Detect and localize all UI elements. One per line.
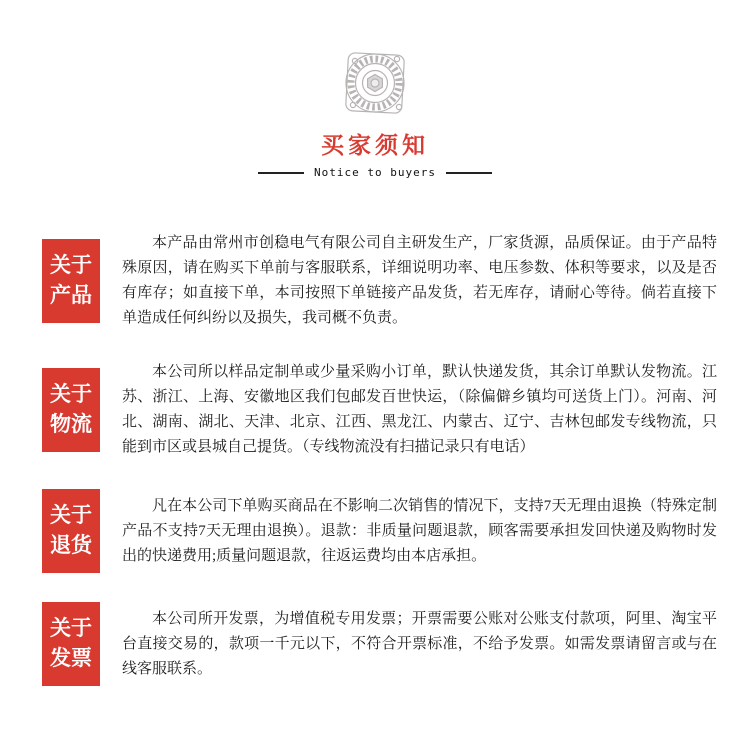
section-text-product: 本产品由常州市创稳电气有限公司自主研发生产，厂家货源，品质保证。由于产品特殊原因，请在购买下单前与客服联系，详细说明功率、电压参数、体积等要求，以及是否有库存；如直接下单，本司按照下单链接产品发货，若无库存，请耐心等待。倘若直接下单造成任何纠纷以及损失，我司概不负责。: [122, 235, 717, 326]
section-label-product: [42, 239, 100, 323]
section-label-line: 产品: [50, 284, 92, 307]
section-text-invoice: 本公司所开发票，为增值税专用发票；开票需要公账对公账支付款项，阿里、淘宝平台直接交易的，款项一千元以下，不符合开票标准，不给予发票。如需发票请留言或与在线客服联系。: [122, 610, 717, 677]
page-title: 买家须知: [321, 133, 429, 158]
section-label-line: 物流: [50, 413, 92, 436]
section-label-line: 发票: [50, 647, 92, 670]
page-subtitle: Notice to buyers: [314, 166, 436, 179]
section-about-shipping: [42, 360, 717, 460]
notice-sections: [0, 231, 750, 686]
section-label-line: 关于: [50, 616, 92, 640]
section-text-returns: 凡在本公司下单购买商品在不影响二次销售的情况下，支持7天无理由退换（特殊定制产品不支持7天无理由退换）。退款：非质量问题退款，顾客需要承担发回快递及购物时发出的快递费用;质量问题退款，往返运费均由本店承担。: [122, 497, 717, 564]
subtitle-divider-right: [446, 172, 492, 174]
section-label-line: 关于: [50, 253, 92, 277]
section-label-shipping: [42, 368, 100, 452]
page-subtitle-row: [0, 166, 750, 179]
section-text-shipping: 本公司所以样品定制单或少量采购小订单，默认快递发货，其余订单默认发物流。江苏、浙江、上海、安徽地区我们包邮发百世快运，（除偏僻乡镇均可送货上门）。河南、河北、湖南、湖北、天津、北京、江西、黑龙江、内蒙古、辽宁、吉林包邮发专线物流，只能到市区或县城自己提货。（专线物流没有扫描记录只有电话）: [122, 364, 717, 455]
section-label-invoice: [42, 602, 100, 686]
section-label-line: 退货: [50, 534, 92, 557]
section-label-line: 关于: [50, 503, 92, 527]
motor-icon: [338, 50, 412, 118]
section-label-returns: [42, 489, 100, 573]
section-label-line: 关于: [50, 382, 92, 406]
section-about-product: [42, 231, 717, 331]
section-about-returns: [42, 489, 717, 573]
section-about-invoice: [42, 602, 717, 686]
subtitle-divider-left: [258, 172, 304, 174]
page-header: [0, 0, 750, 179]
